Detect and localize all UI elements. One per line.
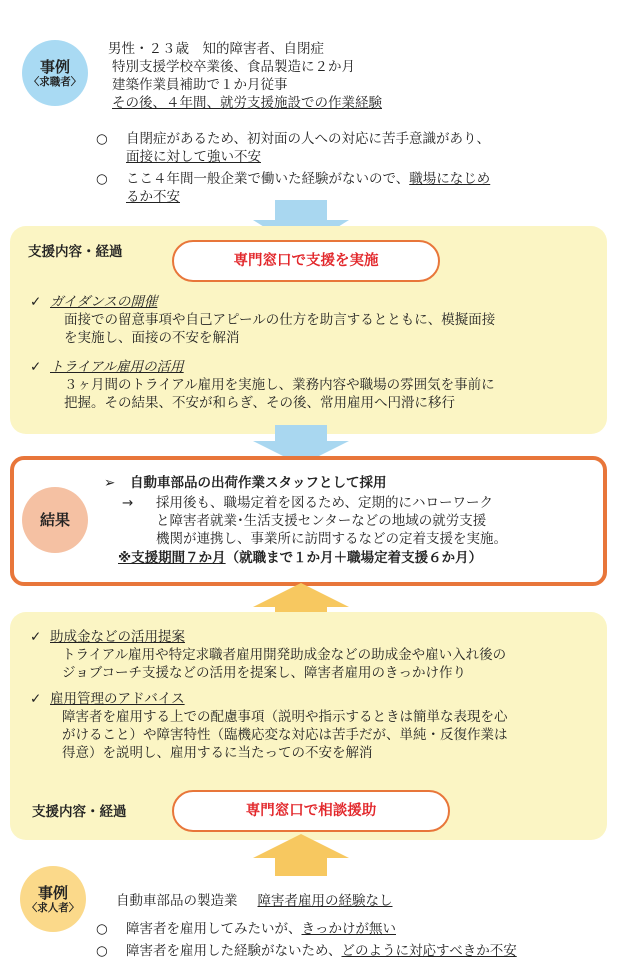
circle-bullet-icon: ○ (96, 943, 108, 959)
result-headline: 自動車部品の出荷作業スタッフとして採用 (130, 475, 387, 491)
item-body: がけること）や障害特性（臨機応変な対応は苦手だが、単純・反復作業は (62, 727, 508, 743)
check-icon: ✓ (30, 359, 42, 375)
support-1-item-2 (30, 358, 495, 412)
seeker-concern-2-cont: るか不安 (126, 189, 180, 205)
circle-bullet-icon: ○ (96, 921, 108, 937)
seeker-badge-title: 事例 (39, 57, 70, 76)
item-body: 障害者を雇用する上での配慮事項（説明や指示するときは簡単な表現を心 (62, 709, 508, 725)
support-1-item-1 (30, 293, 495, 347)
seeker-concern-1: ○ 自閉症があるため、初対面の人への対応に苦手意識があり、 (96, 131, 490, 147)
up-arrow-icon (253, 834, 349, 876)
support-2-item-1 (30, 628, 506, 682)
right-arrow-icon: → (122, 495, 134, 511)
item-title: ガイダンスの開催 (50, 294, 158, 310)
support-1-pill: 専門窓口で支援を実施 (172, 240, 440, 282)
support-2-item-2 (30, 690, 508, 762)
support-2-pill: 専門窓口で相談援助 (172, 790, 450, 832)
support-period-detail: （就職まで１か月＋職場定着支援６か月） (225, 550, 483, 566)
item-body: 把握。その結果、不安が和らぎ、その後、常用雇用へ円滑に移行 (64, 395, 455, 411)
arrow-bullet-icon: ➢ (104, 475, 116, 491)
support-1-header: 支援内容・経過 (28, 244, 123, 260)
employer-industry: 自動車部品の製造業 (116, 893, 238, 909)
item-body: トライアル雇用や特定求職者雇用開発助成金などの助成金や雇い入れ後の (62, 647, 507, 663)
seeker-concerns (96, 130, 490, 206)
seeker-profile-line: 特別支援学校卒業後、食品製造に２か月 (112, 59, 355, 75)
item-body: ３ヶ月間のトライアル雇用を実施し、業務内容や職場の雰囲気を事前に (64, 377, 495, 393)
employer-experience: 障害者雇用の経験なし (257, 893, 393, 909)
support-2-header: 支援内容・経過 (32, 804, 127, 820)
result-line: 採用後も、職場定着を図るため、定期的にハローワーク (156, 495, 493, 511)
result-line: と障害者就業･生活支援センターなどの地域の就労支援 (156, 513, 487, 529)
check-icon: ✓ (30, 691, 42, 707)
result-badge: 結果 (22, 487, 88, 553)
item-title: 助成金などの活用提案 (50, 629, 185, 645)
seeker-badge (22, 40, 88, 106)
seeker-badge-sub: 〈求職者〉 (28, 75, 82, 88)
circle-bullet-icon: ○ (96, 131, 108, 147)
item-title: トライアル雇用の活用 (50, 359, 184, 375)
circle-bullet-icon: ○ (96, 171, 108, 187)
employer-concerns (96, 920, 517, 960)
seeker-profile (108, 40, 382, 112)
check-icon: ✓ (30, 629, 42, 645)
support-period: ※支援期間７か月 (118, 550, 226, 566)
employer-concern: ○ 障害者を雇用してみたいが、きっかけが無い (96, 921, 396, 937)
item-body: 得意）を説明し、雇用するに当たっての不安を解消 (62, 745, 373, 761)
result-content (104, 474, 507, 567)
item-body: 面接での留意事項や自己アピールの仕方を助言するとともに、模擬面接 (64, 312, 496, 328)
employer-badge: 事例 〈求人者〉 (20, 866, 86, 932)
seeker-profile-line: 男性・２３歳 知的障害者、自閉症 (108, 41, 324, 57)
seeker-profile-line: 建築作業員補助で１か月従事 (112, 77, 288, 93)
employer-concern: ○ 障害者を雇用した経験がないため、どのように対応すべきか不安 (96, 943, 517, 959)
employer-profile (116, 892, 393, 910)
seeker-concern-2: ○ ここ４年間一般企業で働いた経験がないので、職場になじめ (96, 171, 491, 187)
seeker-concern-1-cont: 面接に対して強い不安 (126, 149, 261, 165)
item-body: ジョブコーチ支援などの活用を提案し、障害者雇用のきっかけ作り (62, 665, 467, 681)
result-line: 機関が連携し、事業所に訪問するなどの定着支援を実施。 (156, 531, 507, 547)
seeker-profile-line: その後、４年間、就労支援施設での作業経験 (112, 95, 382, 111)
item-body: を実施し、面接の不安を解消 (64, 330, 240, 346)
item-title: 雇用管理のアドバイス (50, 691, 185, 707)
check-icon: ✓ (30, 294, 42, 310)
